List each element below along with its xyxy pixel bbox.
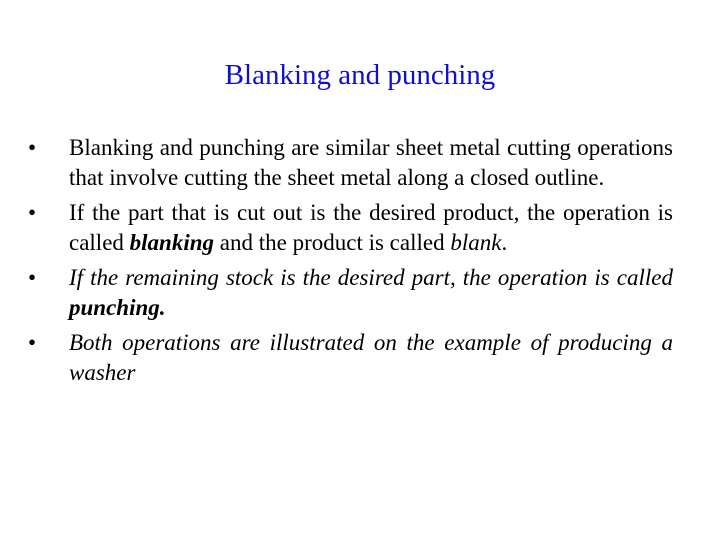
bullet-dot-icon: •	[28, 135, 37, 160]
bullet-text: and the product is called	[214, 230, 451, 255]
bullet-text: If the part that is cut out is the desired product, the operation is called	[69, 200, 673, 255]
bullet-item-1	[28, 133, 673, 193]
term-blanking: blanking	[129, 230, 215, 255]
bullet-text: Both operations are illustrated on the example of producing a washer	[69, 330, 673, 385]
term-punching: punching.	[69, 295, 166, 320]
bullet-text: If the remaining stock is the desired part, the operation is called	[69, 265, 673, 290]
bullet-dot-icon: •	[28, 200, 37, 225]
bullet-text: Blanking and punching are similar sheet metal cutting operations that involve cutting the sheet metal along a closed outline.	[69, 135, 673, 190]
bullet-list	[28, 133, 673, 393]
bullet-dot-icon: •	[28, 330, 37, 355]
slide-title: Blanking and punching	[224, 59, 496, 91]
bullet-item-2	[28, 198, 673, 258]
bullet-item-4	[28, 328, 673, 388]
term-blank: blank	[450, 230, 502, 255]
bullet-item-3	[28, 263, 673, 323]
bullet-text: .	[501, 230, 508, 255]
bullet-dot-icon: •	[28, 265, 37, 290]
